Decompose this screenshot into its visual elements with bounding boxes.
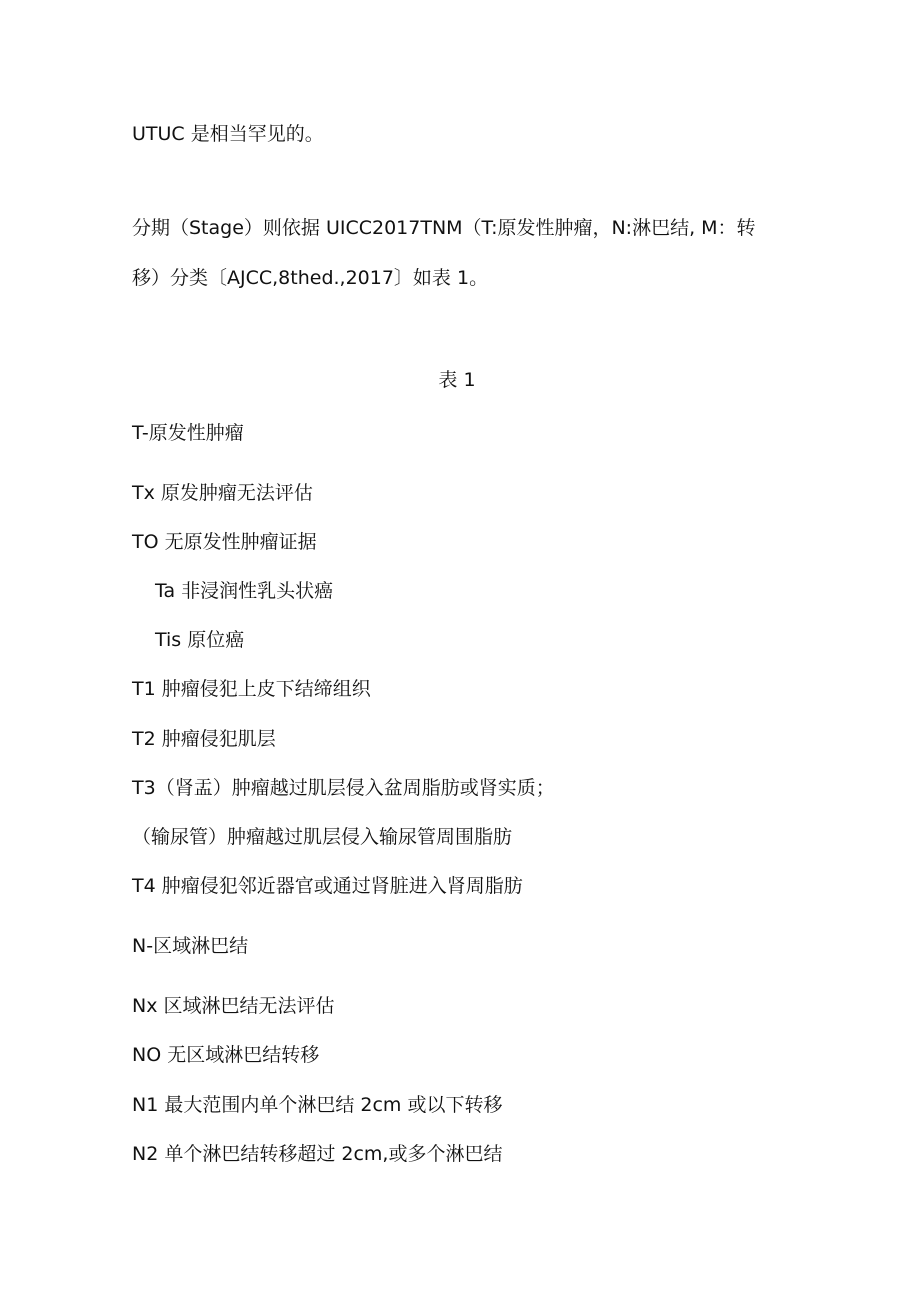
t-row-tx: Tx 原发肿瘤无法评估 [132,482,313,504]
t-row-tis: Tis 原位癌 [155,629,245,651]
t-row-t1: T1 肿瘤侵犯上皮下结缔组织 [132,678,371,700]
t-row-ta: Ta 非浸润性乳头状癌 [155,580,334,602]
t-row-t0: TO 无原发性肿瘤证据 [132,531,317,553]
staging-paragraph-line-1: 分期（Stage）则依据 UICC2017TNM（T:原发性肿瘤，N:淋巴结, M：转 [132,217,756,239]
t-row-t3-ureter: （输尿管）肿瘤越过肌层侵入输尿管周围脂肪 [132,826,513,848]
n-row-n1: N1 最大范围内单个淋巴结 2cm 或以下转移 [132,1094,503,1116]
n-row-nx: Nx 区域淋巴结无法评估 [132,995,335,1017]
n-row-n2: N2 单个淋巴结转移超过 2cm,或多个淋巴结 [132,1143,503,1165]
t-row-t2: T2 肿瘤侵犯肌层 [132,728,276,750]
t-row-t4: T4 肿瘤侵犯邻近器官或通过肾脏进入肾周脂肪 [132,875,523,897]
table-caption: 表 1 [438,369,476,391]
t-row-t3-renal-pelvis: T3（肾盂）肿瘤越过肌层侵入盆周脂肪或肾实质； [132,777,555,799]
n-row-n0: NO 无区域淋巴结转移 [132,1044,320,1066]
n-section-heading: N-区域淋巴结 [132,935,249,957]
staging-paragraph-line-2: 移）分类〔AJCC,8thed.,2017〕如表 1。 [132,267,489,289]
intro-paragraph-tail: UTUC 是相当罕见的。 [132,123,324,145]
t-section-heading: T-原发性肿瘤 [132,422,244,444]
